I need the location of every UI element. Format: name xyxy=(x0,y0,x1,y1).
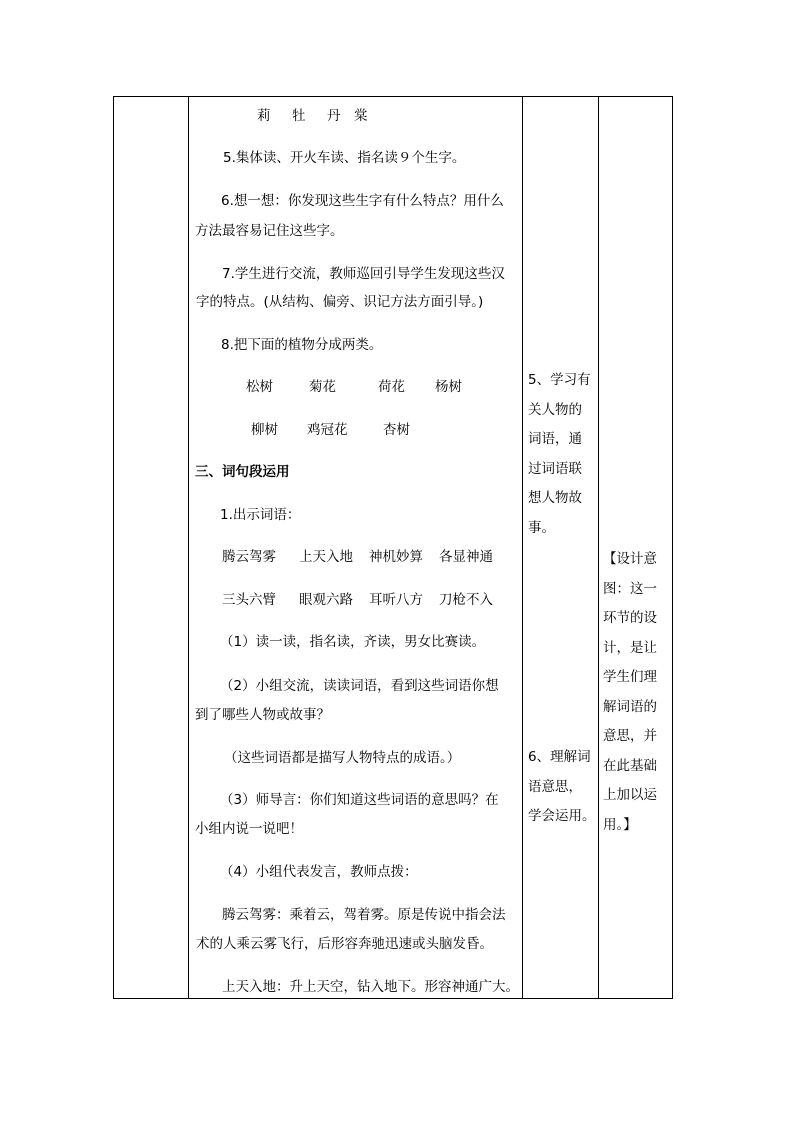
plant-3: 荷花 xyxy=(378,379,405,395)
char-3: 丹 xyxy=(327,108,341,124)
goal-5-line-1: 5、学习有 xyxy=(528,372,591,388)
design-line-9: 上加以运 xyxy=(603,787,657,803)
design-line-3: 环节的设 xyxy=(603,610,657,626)
idiom-5: 三头六臂 xyxy=(222,592,276,608)
design-line-1: 【设计意 xyxy=(603,551,657,567)
point-3-line-2: 小组内说一说吧！ xyxy=(195,821,303,837)
idiom-3: 神机妙算 xyxy=(369,549,423,565)
design-line-6: 解词语的 xyxy=(603,698,657,715)
idiom-8: 刀枪不入 xyxy=(439,592,493,608)
step-6-line-2: 方法最容易记住这些字。 xyxy=(195,223,344,239)
char-4: 棠 xyxy=(354,108,368,124)
point-1: （1）读一读，指名读，齐读，男女比赛读。 xyxy=(220,634,486,650)
point-2-line-1: （2）小组交流，读读词语，看到这些词语你想 xyxy=(220,678,499,694)
design-line-7: 意思，并 xyxy=(603,728,657,744)
goal-6-line-2: 语意思， xyxy=(528,778,582,795)
point-3-line-1: （3）师导言：你们知道这些词语的意思吗？在 xyxy=(220,792,499,808)
char-1: 莉 xyxy=(257,108,271,124)
step-5: 5.集体读、开火车读、指名读９个生字。 xyxy=(223,150,466,166)
goal-5-line-3: 词语，通 xyxy=(528,431,582,447)
step-7-line-2: 字的特点。(从结构、偏旁、识记方法方面引导。) xyxy=(196,294,484,310)
plant-1: 松树 xyxy=(246,379,273,395)
idiom-2: 上天入地 xyxy=(299,549,353,565)
step-6-line-1: 6.想一想：你发现这些生字有什么特点？用什么 xyxy=(221,193,504,209)
explanation-1-line-1: 腾云驾雾：乘着云，驾着雾。原是传说中指会法 xyxy=(222,907,506,923)
plant-2: 菊花 xyxy=(309,379,336,395)
design-line-4: 计，是让 xyxy=(603,639,657,656)
idiom-1: 腾云驾雾 xyxy=(222,549,276,565)
explanation-1-line-2: 术的人乘云雾飞行，后形容奔驰迅速或头脑发昏。 xyxy=(196,936,493,952)
sub-item-1: 1.出示词语： xyxy=(220,507,301,523)
point-4: （4）小组代表发言，教师点拨： xyxy=(220,864,418,880)
idiom-7: 耳听八方 xyxy=(369,592,423,608)
column-divider-2 xyxy=(522,97,523,998)
point-2-line-2: 到了哪些人物或故事？ xyxy=(195,707,330,723)
point-2-note: （这些词语都是描写人物特点的成语。） xyxy=(224,750,461,766)
goal-5-line-6: 事。 xyxy=(528,519,555,536)
goal-6-line-3: 学会运用。 xyxy=(528,808,596,824)
plant-7: 杏树 xyxy=(383,422,410,438)
design-line-10: 用。】 xyxy=(603,816,637,833)
step-7-line-1: 7.学生进行交流，教师巡回引导学生发现这些汉 xyxy=(222,266,505,282)
goal-5-line-4: 过词语联 xyxy=(528,460,582,477)
idiom-4: 各显神通 xyxy=(439,549,493,565)
plant-5: 柳树 xyxy=(251,422,278,438)
goal-6-line-1: 6、理解词 xyxy=(528,749,591,765)
idiom-6: 眼观六路 xyxy=(299,592,353,608)
column-divider-1 xyxy=(188,97,189,998)
design-line-8: 在此基础 xyxy=(603,757,657,774)
design-line-5: 学生们理 xyxy=(603,669,657,685)
column-divider-3 xyxy=(598,97,599,998)
goal-5-line-2: 关人物的 xyxy=(528,401,582,418)
plant-6: 鸡冠花 xyxy=(307,422,348,438)
section-3-heading: 三、词句段运用 xyxy=(195,464,290,480)
goal-5-line-5: 想人物故 xyxy=(528,490,582,506)
plant-4: 杨树 xyxy=(435,379,462,395)
step-8: 8.把下面的植物分成两类。 xyxy=(221,337,383,353)
design-line-2: 图：这一 xyxy=(603,580,657,597)
explanation-2: 上天入地：升上天空，钻入地下。形容神通广大。 xyxy=(222,979,519,995)
char-2: 牡 xyxy=(292,108,306,124)
